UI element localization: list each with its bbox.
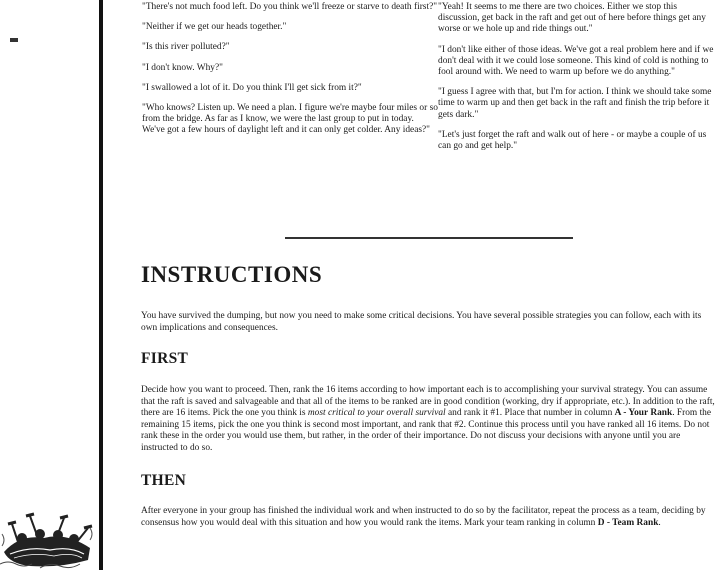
first-text-c: . From the remaining 15 items, pick the one you think is second most important, and rank that #2. Continue this process until you have ranked all 16 items. Do not rank these in the order you would use them, but rather, in the order of their importance. Do not discuss your decisions with anyone until you are instructed to do so. <box>141 408 712 453</box>
then-text-c: . <box>658 517 661 528</box>
instructions-intro: You have survived the dumping, but now you need to make some critical decisions. You have several possible strategies you can follow, each with its own implications and consequences. <box>141 311 702 333</box>
dialogue-line: "Yeah! It seems to me there are two choices. Either we stop this discussion, get back in the raft and get out of here before things get any worse or we hole up and ride things out." <box>438 2 706 35</box>
dialogue-line: "Is this river polluted?" <box>142 42 230 53</box>
left-margin-rule <box>99 0 103 570</box>
then-paragraph <box>141 506 716 529</box>
first-text-a: Decide how you want to proceed. Then, rank the 16 items according to how important each is to accomplishing your survival strategy. You can assume that the raft is saved and salvageable and that all of the items to be ranked are in good condition (working, dry if appropriate, etc.). In addition to the raft, there are 16 items. Pick the one you think is <box>141 385 715 419</box>
raft-illustration <box>0 494 95 570</box>
dialogue-column-left <box>142 2 438 146</box>
first-heading: FIRST <box>141 350 189 367</box>
dialogue-line: "There's not much food left. Do you think we'll freeze or starve to death first?" <box>142 2 438 12</box>
first-paragraph <box>141 385 716 455</box>
section-divider <box>285 237 573 239</box>
first-column-label: A - Your Rank <box>614 408 673 419</box>
dialogue-column-right <box>438 2 718 161</box>
dialogue-line: "I guess I agree with that, but I'm for action. I think we should take some time to warm up and then get back in the raft and finish the trip before it gets dark." <box>438 87 712 120</box>
instructions-heading: INSTRUCTIONS <box>141 262 323 287</box>
dialogue-line: "Neither if we get our heads together." <box>142 22 287 33</box>
edge-mark <box>10 38 18 42</box>
then-heading: THEN <box>141 472 187 489</box>
first-text-b: and rank it #1. Place that number in column <box>445 408 615 419</box>
dialogue-line: "I don't know. Why?" <box>142 62 223 73</box>
dialogue-line: "I swallowed a lot of it. Do you think I'll get sick from it?" <box>142 82 362 93</box>
dialogue-line: "I don't like either of those ideas. We've got a real problem here and if we don't deal with it we could lose someone. This kind of cold is nothing to fool around with. We need to warm up before we do anything." <box>438 44 714 78</box>
first-text-emphasis: most critical to your overall survival <box>307 408 446 419</box>
then-column-label: D - Team Rank <box>597 517 659 528</box>
then-text-a: After everyone in your group has finished the individual work and when instructed to do so by the facilitator, repeat the process as a team, deciding by consensus how you would deal with this situation and how you would rank the items. Mark your team ranking in column <box>141 506 706 528</box>
dialogue-line: "Let's just forget the raft and walk out of here - or maybe a couple of us can go and get help." <box>438 129 707 152</box>
dialogue-line: "Who knows? Listen up. We need a plan. I figure we're maybe four miles or so from the bridge. As far as I know, we were the last group to put in today. We've got a few hours of daylight left and it can only get colder. Any ideas?" <box>142 103 438 136</box>
